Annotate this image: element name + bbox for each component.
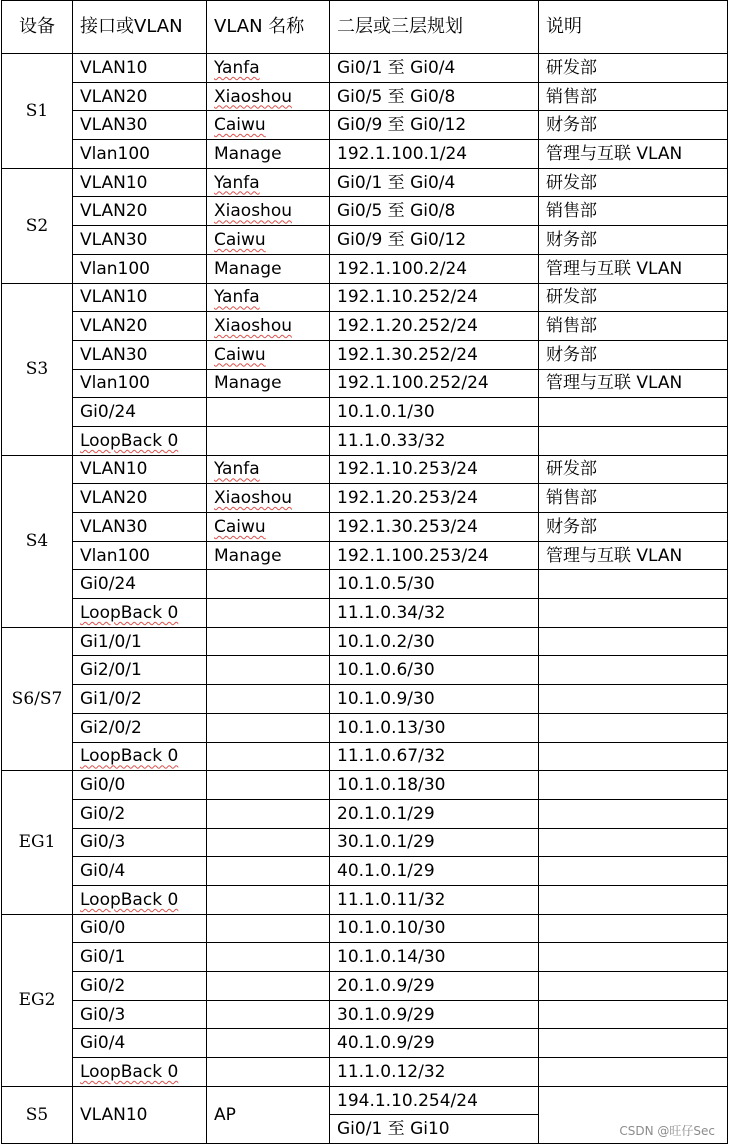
interface-name-cell (73, 312, 207, 341)
plan-value: 192.1.100.2/24 (330, 254, 539, 283)
description: 管理与互联 VLAN (539, 369, 728, 398)
vlan-name-cell (207, 455, 330, 484)
interface-name: VLAN30 (80, 115, 148, 136)
table-row (2, 111, 728, 140)
vlan-name-cell (207, 570, 330, 599)
table-row (2, 1000, 728, 1029)
interface-name-cell (73, 1000, 207, 1029)
interface-name-cell (73, 484, 207, 513)
table-row (2, 369, 728, 398)
table-row (2, 828, 728, 857)
interface-name-cell (73, 627, 207, 656)
interface-name: Gi0/1 (80, 947, 126, 968)
description: 管理与互联 VLAN (539, 541, 728, 570)
plan-value: 192.1.30.253/24 (330, 513, 539, 542)
device-name: S5 (2, 1086, 73, 1143)
interface-name: Gi2/0/1 (80, 660, 142, 681)
vlan-name: Manage (214, 373, 282, 394)
table-body (2, 54, 728, 1144)
description: 销售部 (539, 82, 728, 111)
table-row (2, 972, 728, 1001)
device-name: S6/S7 (2, 627, 73, 770)
description (539, 943, 728, 972)
vlan-name-cell (207, 226, 330, 255)
interface-name-cell (73, 426, 207, 455)
description: 财务部 (539, 111, 728, 140)
table-row (2, 541, 728, 570)
table-row (2, 254, 728, 283)
description: 财务部 (539, 226, 728, 255)
interface-name: Gi1/0/1 (80, 631, 142, 652)
table-row (2, 226, 728, 255)
vlan-name-cell (207, 111, 330, 140)
plan-value: 192.1.100.252/24 (330, 369, 539, 398)
description: 研发部 (539, 168, 728, 197)
description: 财务部 (539, 340, 728, 369)
table-row (2, 197, 728, 226)
interface-name-cell (73, 513, 207, 542)
vlan-name-cell (207, 885, 330, 914)
plan-value: Gi0/9 至 Gi0/12 (330, 111, 539, 140)
vlan-name: Yanfa (214, 459, 260, 480)
plan-value: 192.1.10.253/24 (330, 455, 539, 484)
device-name: S1 (2, 54, 73, 169)
vlan-name: Manage (214, 143, 282, 164)
interface-name-cell (73, 54, 207, 83)
vlan-name-cell (207, 828, 330, 857)
interface-name-cell (73, 197, 207, 226)
vlan-name-cell (207, 426, 330, 455)
description (539, 627, 728, 656)
table-header (2, 1, 728, 54)
description: 销售部 (539, 312, 728, 341)
network-plan-table (1, 0, 728, 1144)
vlan-name-cell (207, 799, 330, 828)
vlan-name-cell (207, 168, 330, 197)
interface-name: VLAN20 (80, 86, 148, 107)
plan-value: 11.1.0.67/32 (330, 742, 539, 771)
description: 销售部 (539, 484, 728, 513)
vlan-name-cell (207, 599, 330, 628)
interface-name: VLAN10 (80, 287, 148, 308)
description: 管理与互联 VLAN (539, 140, 728, 169)
interface-name-cell (73, 943, 207, 972)
description: 研发部 (539, 283, 728, 312)
table-row (2, 340, 728, 369)
vlan-name-cell (207, 742, 330, 771)
plan-value: 10.1.0.6/30 (330, 656, 539, 685)
vlan-name-cell (207, 369, 330, 398)
description (539, 570, 728, 599)
table-row (2, 1029, 728, 1058)
interface-name: VLAN30 (80, 516, 148, 537)
interface-name: LoopBack 0 (80, 889, 179, 910)
plan-value: 11.1.0.34/32 (330, 599, 539, 628)
description (539, 885, 728, 914)
interface-name-cell (73, 599, 207, 628)
interface-name: Gi0/24 (80, 402, 137, 423)
description (539, 828, 728, 857)
description (539, 398, 728, 427)
interface-name: Gi0/2 (80, 975, 126, 996)
interface-name-cell (73, 972, 207, 1001)
interface-name-cell (73, 82, 207, 111)
device-name: EG2 (2, 914, 73, 1086)
table-row (2, 599, 728, 628)
vlan-name-cell (207, 54, 330, 83)
interface-name-cell (73, 914, 207, 943)
vlan-name: Yanfa (214, 57, 260, 78)
vlan-name-cell (207, 943, 330, 972)
table-row (2, 943, 728, 972)
interface-name-cell (73, 1029, 207, 1058)
interface-name-cell (73, 1058, 207, 1087)
description (539, 685, 728, 714)
table-row (2, 685, 728, 714)
table-row (2, 627, 728, 656)
table-row (2, 82, 728, 111)
vlan-name-cell (207, 197, 330, 226)
header-description: 说明 (539, 1, 728, 54)
description (539, 972, 728, 1001)
interface-name-cell (73, 168, 207, 197)
interface-name-cell (73, 685, 207, 714)
plan-value: 40.1.0.9/29 (330, 1029, 539, 1058)
plan-value: 10.1.0.1/30 (330, 398, 539, 427)
interface-name: VLAN20 (80, 488, 148, 509)
interface-name: Gi1/0/2 (80, 688, 142, 709)
vlan-name: Xiaoshou (214, 316, 292, 337)
vlan-name-cell (207, 82, 330, 111)
vlan-name-cell (207, 685, 330, 714)
description (539, 771, 728, 800)
plan-value: 11.1.0.11/32 (330, 885, 539, 914)
plan-value: 10.1.0.18/30 (330, 771, 539, 800)
vlan-name: Xiaoshou (214, 488, 292, 509)
vlan-name-cell (207, 1029, 330, 1058)
interface-name-cell (73, 656, 207, 685)
description: 财务部 (539, 513, 728, 542)
vlan-name: Caiwu (214, 344, 266, 365)
vlan-name-cell (207, 656, 330, 685)
description (539, 1000, 728, 1029)
interface-name: Gi0/0 (80, 775, 126, 796)
table-row (2, 1086, 728, 1115)
vlan-name-cell (207, 254, 330, 283)
header-row (2, 1, 728, 54)
vlan-name-cell (207, 713, 330, 742)
vlan-name: Caiwu (214, 229, 266, 250)
interface-name-cell (73, 254, 207, 283)
interface-name: LoopBack 0 (80, 746, 179, 767)
description: 研发部 (539, 54, 728, 83)
table-row (2, 484, 728, 513)
table-row (2, 799, 728, 828)
plan-value: 11.1.0.12/32 (330, 1058, 539, 1087)
plan-value: 30.1.0.1/29 (330, 828, 539, 857)
interface-name-cell (73, 885, 207, 914)
plan-value: 192.1.20.252/24 (330, 312, 539, 341)
vlan-name-cell (207, 914, 330, 943)
plan-value: 192.1.30.252/24 (330, 340, 539, 369)
table-row (2, 857, 728, 886)
description: 管理与互联 VLAN (539, 254, 728, 283)
plan-value: 10.1.0.13/30 (330, 713, 539, 742)
table-row (2, 455, 728, 484)
interface-name: VLAN10 (80, 459, 148, 480)
interface-name-cell (73, 369, 207, 398)
interface-name: Gi0/0 (80, 918, 126, 939)
description (539, 914, 728, 943)
plan-value: 192.1.10.252/24 (330, 283, 539, 312)
plan-value: Gi0/1 至 Gi0/4 (330, 168, 539, 197)
vlan-name-cell (207, 541, 330, 570)
plan-value: 192.1.20.253/24 (330, 484, 539, 513)
table-row (2, 140, 728, 169)
description: 销售部 (539, 197, 728, 226)
plan-value: Gi0/9 至 Gi0/12 (330, 226, 539, 255)
interface-name: Gi0/2 (80, 803, 126, 824)
interface-name-cell (73, 283, 207, 312)
header-device: 设备 (2, 1, 73, 54)
interface-name-cell (73, 570, 207, 599)
plan-value: Gi0/5 至 Gi0/8 (330, 82, 539, 111)
interface-name: Vlan100 (80, 143, 150, 164)
interface-name: VLAN20 (80, 201, 148, 222)
vlan-name-cell (207, 340, 330, 369)
interface-name-cell (73, 111, 207, 140)
interface-name-cell (73, 799, 207, 828)
plan-value: 10.1.0.10/30 (330, 914, 539, 943)
table-row (2, 398, 728, 427)
vlan-name: Yanfa (214, 287, 260, 308)
vlan-name: Caiwu (214, 115, 266, 136)
plan-value: 30.1.0.9/29 (330, 1000, 539, 1029)
plan-value: 192.1.100.253/24 (330, 541, 539, 570)
vlan-name: Yanfa (214, 172, 260, 193)
header-vlan-name: VLAN 名称 (207, 1, 330, 54)
table-row (2, 742, 728, 771)
interface-name: Gi0/24 (80, 574, 137, 595)
description (539, 426, 728, 455)
watermark: CSDN @旺仔Sec (619, 1124, 715, 1138)
plan-value: Gi0/1 至 Gi0/4 (330, 54, 539, 83)
interface-name: Gi0/3 (80, 832, 126, 853)
interface-name-cell (73, 857, 207, 886)
interface-name-cell (73, 828, 207, 857)
vlan-name-cell (207, 1058, 330, 1087)
interface-name-cell (73, 398, 207, 427)
vlan-name-cell (207, 398, 330, 427)
vlan-name: Xiaoshou (214, 86, 292, 107)
interface-name: VLAN20 (80, 316, 148, 337)
table-row (2, 656, 728, 685)
device-name: S2 (2, 168, 73, 283)
interface-name: Gi0/3 (80, 1004, 126, 1025)
interface-name: Vlan100 (80, 373, 150, 394)
interface-name: Gi0/4 (80, 1033, 126, 1054)
plan-value: 192.1.100.1/24 (330, 140, 539, 169)
header-interface: 接口或VLAN (73, 1, 207, 54)
interface-name: VLAN30 (80, 229, 148, 250)
description (539, 857, 728, 886)
interface-name: VLAN10 (80, 57, 148, 78)
interface-name: VLAN30 (80, 344, 148, 365)
vlan-name: AP (207, 1086, 330, 1143)
plan-value: 10.1.0.2/30 (330, 627, 539, 656)
plan-value: 194.1.10.254/24 (330, 1086, 539, 1115)
plan-value: 10.1.0.9/30 (330, 685, 539, 714)
interface-name-cell (73, 340, 207, 369)
interface-name: Vlan100 (80, 258, 150, 279)
interface-name-cell (73, 455, 207, 484)
interface-name-cell (73, 771, 207, 800)
table-row (2, 513, 728, 542)
table-row (2, 713, 728, 742)
interface-name-cell (73, 226, 207, 255)
vlan-name-cell (207, 312, 330, 341)
interface-name: Vlan100 (80, 545, 150, 566)
interface-name: Gi2/0/2 (80, 717, 142, 738)
interface-name: LoopBack 0 (80, 1061, 179, 1082)
interface-name: LoopBack 0 (80, 430, 179, 451)
vlan-name-cell (207, 484, 330, 513)
description: 研发部 (539, 455, 728, 484)
table-row (2, 54, 728, 83)
table-row (2, 771, 728, 800)
interface-name: LoopBack 0 (80, 602, 179, 623)
plan-value: 40.1.0.1/29 (330, 857, 539, 886)
plan-value: 11.1.0.33/32 (330, 426, 539, 455)
table-row (2, 1058, 728, 1087)
header-plan: 二层或三层规划 (330, 1, 539, 54)
vlan-name-cell (207, 1000, 330, 1029)
vlan-name: Xiaoshou (214, 201, 292, 222)
plan-value: 10.1.0.14/30 (330, 943, 539, 972)
device-name: EG1 (2, 771, 73, 914)
vlan-name: Manage (214, 545, 282, 566)
interface-name-cell (73, 140, 207, 169)
plan-value: Gi0/5 至 Gi0/8 (330, 197, 539, 226)
vlan-name: Manage (214, 258, 282, 279)
table-row (2, 914, 728, 943)
table-row (2, 426, 728, 455)
description (539, 1029, 728, 1058)
plan-value: 20.1.0.1/29 (330, 799, 539, 828)
table-row (2, 312, 728, 341)
description (539, 599, 728, 628)
plan-value: 10.1.0.5/30 (330, 570, 539, 599)
vlan-name: Caiwu (214, 516, 266, 537)
interface-name-cell (73, 713, 207, 742)
vlan-name-cell (207, 972, 330, 1001)
vlan-name-cell (207, 771, 330, 800)
plan-value: Gi0/1 至 Gi10 (330, 1115, 539, 1144)
vlan-name-cell (207, 140, 330, 169)
vlan-name-cell (207, 857, 330, 886)
device-name: S4 (2, 455, 73, 627)
description (539, 1058, 728, 1087)
description (539, 799, 728, 828)
table-row (2, 168, 728, 197)
description (539, 713, 728, 742)
table-row (2, 885, 728, 914)
table-row (2, 570, 728, 599)
vlan-name-cell (207, 513, 330, 542)
vlan-name-cell (207, 627, 330, 656)
description (539, 742, 728, 771)
device-name: S3 (2, 283, 73, 455)
interface-name: Gi0/4 (80, 861, 126, 882)
interface-name-cell (73, 742, 207, 771)
table-row (2, 283, 728, 312)
vlan-name-cell (207, 283, 330, 312)
interface-name: VLAN10 (80, 172, 148, 193)
plan-value: 20.1.0.9/29 (330, 972, 539, 1001)
description (539, 656, 728, 685)
interface-name-cell (73, 541, 207, 570)
interface-name: VLAN10 (73, 1086, 207, 1143)
